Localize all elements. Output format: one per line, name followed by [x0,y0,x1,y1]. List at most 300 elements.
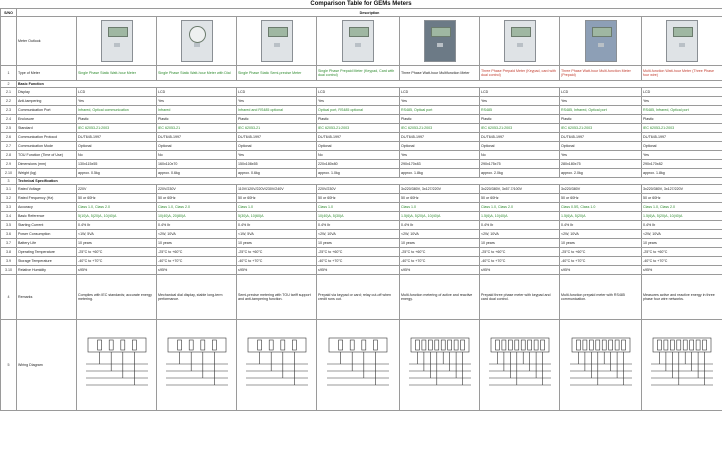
terminal [540,340,544,350]
row-label: TOU Function (Time of Use) [17,151,77,160]
spec-value-cell: 0.4% Ib [560,221,642,230]
spec-value-cell: Optional [317,142,400,151]
spec-value-cell: RS485 [480,106,560,115]
terminal [189,340,193,350]
terminal [109,340,113,350]
remarks-cell: Mechanical dial display, stable long-term performance. [157,275,237,320]
header-description: Description [17,9,722,17]
spec-row [1,185,722,194]
spec-value-cell: DL/T645-1997 [400,133,480,142]
spec-value-cell: -40°C to +70°C [560,257,642,266]
spec-row [1,212,722,221]
spec-value-cell: Class 1.0, Class 2.0 [480,203,560,212]
meter-photo [504,20,536,62]
row-number: 3.6 [1,230,17,239]
spec-value-cell: Optional [480,142,560,151]
spec-row [1,257,722,266]
wiring-diagram [323,330,393,400]
comparison-table [0,8,722,411]
row-number: 4 [1,275,17,320]
terminal-block [168,338,226,352]
row-number: 3.10 [1,266,17,275]
spec-value-cell: 50 or 60Hz [560,194,642,203]
spec-value-cell: approx. 1.0kg [317,169,400,178]
terminal [362,340,366,350]
terminal [421,340,425,350]
spec-value-cell: 150x108x55 [237,160,317,169]
terminal [292,340,296,350]
spec-value-cell: 1.5(6)A, 5(20)A, 10(40)A [642,212,722,221]
row-label: Weight (kg) [17,169,77,178]
spec-value-cell: <2W, 10VA [317,230,400,239]
row-number: 2.7 [1,142,17,151]
spec-value-cell: -40°C to +70°C [642,257,722,266]
spec-value-cell: No [317,151,400,160]
meter-type-cell: Multi-function Watt-hour Meter (Three Phase four wire) [642,66,722,81]
spec-value-cell: 10 years [77,239,157,248]
meter-photo [666,20,698,62]
terminal [200,340,204,350]
spec-value-cell: 110V/120V/220V/230V/240V [237,185,317,194]
spec-value-cell: IEC 62053-21 [157,124,237,133]
spec-value-cell: Yes [237,151,317,160]
row-number: 2.8 [1,151,17,160]
spec-value-cell: Yes [480,97,560,106]
spec-value-cell: RS485, Infrared, Optical port [642,106,722,115]
spec-value-cell: 10(40)A, 20(80)A [157,212,237,221]
spec-value-cell: Yes [560,97,642,106]
row-number: 2.3 [1,106,17,115]
row-label: Power Consumption [17,230,77,239]
spec-value-cell: <1W, 5VA [237,230,317,239]
meter-picture-cell [400,17,480,66]
terminal [664,340,668,350]
terminal [621,340,625,350]
row-label: Communication Mode [17,142,77,151]
spec-value-cell: Class 1.0 [317,203,400,212]
terminal [97,340,101,350]
meter-terminal [598,43,604,47]
spec-value-cell: ≤95% [642,266,722,275]
spec-value-cell: 280x180x75 [560,160,642,169]
spec-row [1,221,722,230]
spec-row [1,66,722,81]
spec-value-cell: -40°C to +70°C [77,257,157,266]
spec-value-cell: Plastic [237,115,317,124]
meter-display [592,27,612,38]
spec-value-cell: -40°C to +70°C [480,257,560,266]
spec-value-cell: ≤95% [237,266,317,275]
row-label: Dimensions (mm) [17,160,77,169]
meter-display [511,27,531,38]
spec-value-cell: 10 years [400,239,480,248]
row-label: Relative Humidity [17,266,77,275]
spec-value-cell: Yes [77,97,157,106]
terminal [132,340,136,350]
row-label: Type of Meter [17,66,77,81]
spec-value-cell: 0.4% Ib [77,221,157,230]
wiring-diagram [242,330,312,400]
row-label: Meter Outlook [17,17,77,66]
spec-value-cell: approx. 0.6kg [237,169,317,178]
section-heading: Basic Function [17,81,722,88]
spec-value-cell: 1.5(6)A, 10(40)A [480,212,560,221]
terminal [441,340,445,350]
terminal [703,340,707,350]
spec-value-cell: -25°C to +60°C [237,248,317,257]
spec-value-cell: Yes [642,151,722,160]
terminal [576,340,580,350]
spec-value-cell: Plastic [642,115,722,124]
row-label: Enclosure [17,115,77,124]
terminal [434,340,438,350]
terminal [670,340,674,350]
spec-value-cell: -25°C to +60°C [560,248,642,257]
spec-value-cell: -25°C to +60°C [77,248,157,257]
spec-row [1,81,722,88]
spec-value-cell: 50 or 60Hz [157,194,237,203]
terminal [495,340,499,350]
spec-value-cell: Plastic [317,115,400,124]
spec-value-cell: 160x110x70 [157,160,237,169]
spec-value-cell: 290x175x75 [480,160,560,169]
spec-row [1,178,722,185]
spec-value-cell: No [77,151,157,160]
spec-value-cell: <2W, 10VA [400,230,480,239]
page-title: Comparison Table for GEMs Meters [310,1,412,7]
meter-photo [424,20,456,62]
wiring-diagram-cell [77,320,157,411]
spec-value-cell: 5(10)A, 5(20)A, 10(40)A [77,212,157,221]
wiring-diagram [485,330,555,400]
spec-row [1,106,722,115]
spec-value-cell: ≤95% [480,266,560,275]
remarks-cell: Prepaid three phase meter with keypad and card dual control. [480,275,560,320]
meter-display [349,27,369,38]
spec-value-cell: Optional [77,142,157,151]
spec-value-cell: -25°C to +60°C [400,248,480,257]
remarks-cell: Semi-precise metering with TOU tariff support and anti-tampering function. [237,275,317,320]
row-number: 3.8 [1,248,17,257]
meter-terminal [114,43,120,47]
spec-value-cell: Class 1.0, Class 2.0 [77,203,157,212]
spec-value-cell: DL/T645-1997 [642,133,722,142]
wiring-diagram-cell [237,320,317,411]
meter-picture-cell [642,17,722,66]
spec-value-cell: DL/T645-1997 [157,133,237,142]
spec-value-cell: IEC 62053-21 [237,124,317,133]
spec-row [1,97,722,106]
terminal-block [248,338,306,352]
spec-value-cell: ≤95% [157,266,237,275]
spec-value-cell: 1.5(6)A, 5(20)A, 10(40)A [400,212,480,221]
spec-row [1,320,722,411]
terminal [657,340,661,350]
spec-value-cell: 0.4% Ib [642,221,722,230]
meter-terminal [194,43,200,47]
meter-display [108,27,128,38]
spec-value-cell: Yes [400,151,480,160]
spec-value-cell: IEC 62053-21:2003 [400,124,480,133]
row-number: 3 [1,178,17,185]
header-no: S/NO [1,9,17,17]
spec-row [1,275,722,320]
row-number: 3.5 [1,221,17,230]
spec-value-cell: No [480,151,560,160]
spec-value-cell: Infrared [157,106,237,115]
spec-value-cell: DL/T645-1997 [77,133,157,142]
spec-value-cell: IEC 62053-21:2003 [642,124,722,133]
terminal [677,340,681,350]
spec-value-cell: Optional [400,142,480,151]
row-label: Battery Life [17,239,77,248]
spec-value-cell: <2W, 10VA [642,230,722,239]
spec-value-cell: 10(40)A, 5(30)A [317,212,400,221]
spec-value-cell: 0.4% Ib [157,221,237,230]
terminal [212,340,216,350]
row-number: 2.1 [1,88,17,97]
spec-value-cell: LCD [157,88,237,97]
spec-value-cell: 50 or 60Hz [317,194,400,203]
spec-value-cell: 3x220/380V, 3x127/220V [400,185,480,194]
spec-value-cell: approx. 1.8kg [400,169,480,178]
spec-value-cell: Plastic [480,115,560,124]
meter-terminal [274,43,280,47]
spec-row [1,230,722,239]
spec-value-cell: LCD [642,88,722,97]
spec-value-cell: Optional [560,142,642,151]
row-label: Operating Temperature [17,248,77,257]
terminal [415,340,419,350]
meter-outlook-row [1,17,722,66]
spec-value-cell: Yes [237,97,317,106]
terminal [120,340,124,350]
meter-type-cell: Three Phase Prepaid Meter (Keypad, card with dual control) [480,66,560,81]
spec-value-cell: <1W, 5VA [77,230,157,239]
terminal [350,340,354,350]
spec-row [1,169,722,178]
spec-value-cell: Infrared, Optical communication [77,106,157,115]
spec-value-cell: -25°C to +60°C [317,248,400,257]
spec-row [1,248,722,257]
terminal [696,340,700,350]
spec-row [1,124,722,133]
wiring-diagram [162,330,232,400]
row-label: Communication Protocol [17,133,77,142]
spec-value-cell: approx. 0.5kg [77,169,157,178]
spec-value-cell: 50 or 60Hz [77,194,157,203]
spec-value-cell: LCD [400,88,480,97]
meter-picture-cell [237,17,317,66]
row-number: 2.4 [1,115,17,124]
terminal [514,340,518,350]
terminal [683,340,687,350]
row-label: Accuracy [17,203,77,212]
wiring-diagram-cell [642,320,722,411]
meter-photo [101,20,133,62]
spec-row [1,151,722,160]
spec-value-cell: DL/T645-1997 [237,133,317,142]
spec-value-cell: IEC 62053-21:2003 [77,124,157,133]
spec-value-cell: 10 years [560,239,642,248]
section-heading: Technical Specification [17,178,722,185]
row-number: 3.2 [1,194,17,203]
row-label: Communication Port [17,106,77,115]
meter-type-cell: Single Phase Static Semi-precise Meter [237,66,317,81]
spec-value-cell: Optional [237,142,317,151]
spec-row [1,194,722,203]
spec-value-cell: Yes [157,97,237,106]
meter-picture-cell [157,17,237,66]
spec-value-cell: -25°C to +60°C [157,248,237,257]
spec-value-cell: Plastic [400,115,480,124]
spec-value-cell: Infrared and RS485 optional [237,106,317,115]
wiring-diagram-cell [400,320,480,411]
spec-value-cell: Optical port, RS485 optional [317,106,400,115]
meter-photo [181,20,213,62]
meter-terminal [517,43,523,47]
spec-value-cell: Optional [642,142,722,151]
terminal-block [329,338,387,352]
meter-terminal [355,43,361,47]
spec-value-cell: DL/T645-1997 [317,133,400,142]
spec-value-cell: Class 1.0, Class 2.0 [642,203,722,212]
row-number: 2 [1,81,17,88]
row-number [1,17,17,66]
row-label: Basic Reference [17,212,77,221]
terminal [589,340,593,350]
row-number: 2.10 [1,169,17,178]
meter-picture-cell [560,17,642,66]
meter-type-cell: Single Phase Prepaid Meter (Keypad, Card with dual control) [317,66,400,81]
meter-photo [585,20,617,62]
terminal [454,340,458,350]
terminal [608,340,612,350]
spec-value-cell: approx. 2.0kg [560,169,642,178]
spec-value-cell: Yes [317,97,400,106]
spec-value-cell: DL/T645-1997 [480,133,560,142]
spec-value-cell: ≤95% [400,266,480,275]
meter-type-cell: Three Phase Watt-hour Multi-function Meter (Prepaid) [560,66,642,81]
spec-value-cell: Class 0.5S, Class 1.0 [560,203,642,212]
spec-value-cell: -40°C to +70°C [317,257,400,266]
spec-value-cell: Yes [642,97,722,106]
spec-row [1,88,722,97]
spec-value-cell: Plastic [157,115,237,124]
terminal [280,340,284,350]
wiring-diagram [82,330,152,400]
spec-value-cell: IEC 62053-21:2003 [480,124,560,133]
spec-value-cell: 290x170x82 [642,160,722,169]
meter-photo [342,20,374,62]
wiring-diagram [647,330,717,400]
spec-value-cell: 10 years [480,239,560,248]
spec-value-cell: LCD [480,88,560,97]
spec-value-cell: 0.4% Ib [237,221,317,230]
meter-display [189,26,206,43]
spec-value-cell: Plastic [560,115,642,124]
row-label: Standard [17,124,77,133]
spec-value-cell: 3x220/380V, 3x57.7/100V [480,185,560,194]
spec-value-cell: Yes [400,97,480,106]
spec-value-cell: Optional [157,142,237,151]
spec-value-cell: ≤95% [317,266,400,275]
spec-value-cell: RS485, Infrared, Optical port [560,106,642,115]
remarks-cell: Measures active and reactive energy in three phase four wire networks. [642,275,722,320]
terminal [177,340,181,350]
row-number: 2.6 [1,133,17,142]
terminal [521,340,525,350]
spec-value-cell: DL/T645-1997 [560,133,642,142]
spec-value-cell: LCD [77,88,157,97]
terminal [534,340,538,350]
spec-value-cell: 50 or 60Hz [237,194,317,203]
spec-value-cell: approx. 0.6kg [157,169,237,178]
terminal [582,340,586,350]
meter-picture-cell [480,17,560,66]
spec-value-cell: 220V/230V [317,185,400,194]
spec-value-cell: 10 years [317,239,400,248]
spec-value-cell: <2W, 10VA [157,230,237,239]
spec-value-cell: approx. 1.8kg [642,169,722,178]
meter-display [673,27,693,38]
spec-value-cell: 50 or 60Hz [400,194,480,203]
row-number: 2.2 [1,97,17,106]
wiring-diagram [405,330,475,400]
spec-value-cell: <2W, 10VA [480,230,560,239]
spec-value-cell: 10 years [157,239,237,248]
spec-row [1,115,722,124]
row-label: Rated Voltage [17,185,77,194]
terminal [615,340,619,350]
terminal [602,340,606,350]
spec-value-cell: 10 years [642,239,722,248]
spec-value-cell: -40°C to +70°C [400,257,480,266]
spec-value-cell: 0.4% Ib [480,221,560,230]
wiring-diagram-cell [317,320,400,411]
wiring-diagram-cell [560,320,642,411]
spec-value-cell: ≤95% [560,266,642,275]
row-number: 3.9 [1,257,17,266]
row-number: 3.4 [1,212,17,221]
row-label: Anti-tampering [17,97,77,106]
meter-display [431,27,451,38]
remarks-cell: Prepaid via keypad or card; relay cut-off when credit runs out. [317,275,400,320]
terminal [373,340,377,350]
meter-picture-cell [317,17,400,66]
spec-value-cell: 220x180x80 [317,160,400,169]
row-label: Rated Frequency (Hz) [17,194,77,203]
spec-value-cell: -25°C to +60°C [480,248,560,257]
meter-picture-cell [77,17,157,66]
spec-value-cell: Class 1.0 [237,203,317,212]
spec-value-cell: approx. 2.0kg [480,169,560,178]
meter-photo [261,20,293,62]
spec-value-cell: RS485, Optical port [400,106,480,115]
spec-value-cell: IEC 62053-21:2003 [317,124,400,133]
spec-row [1,160,722,169]
spec-value-cell: 1.5(6)A, 5(20)A [560,212,642,221]
spec-value-cell: 220V [77,185,157,194]
meter-terminal [437,43,443,47]
wiring-diagram [566,330,636,400]
spec-value-cell: LCD [317,88,400,97]
terminal [527,340,531,350]
spec-value-cell: No [157,151,237,160]
spec-value-cell: LCD [237,88,317,97]
terminal [690,340,694,350]
meter-type-cell: Single Phase Static Watt-hour Meter [77,66,157,81]
